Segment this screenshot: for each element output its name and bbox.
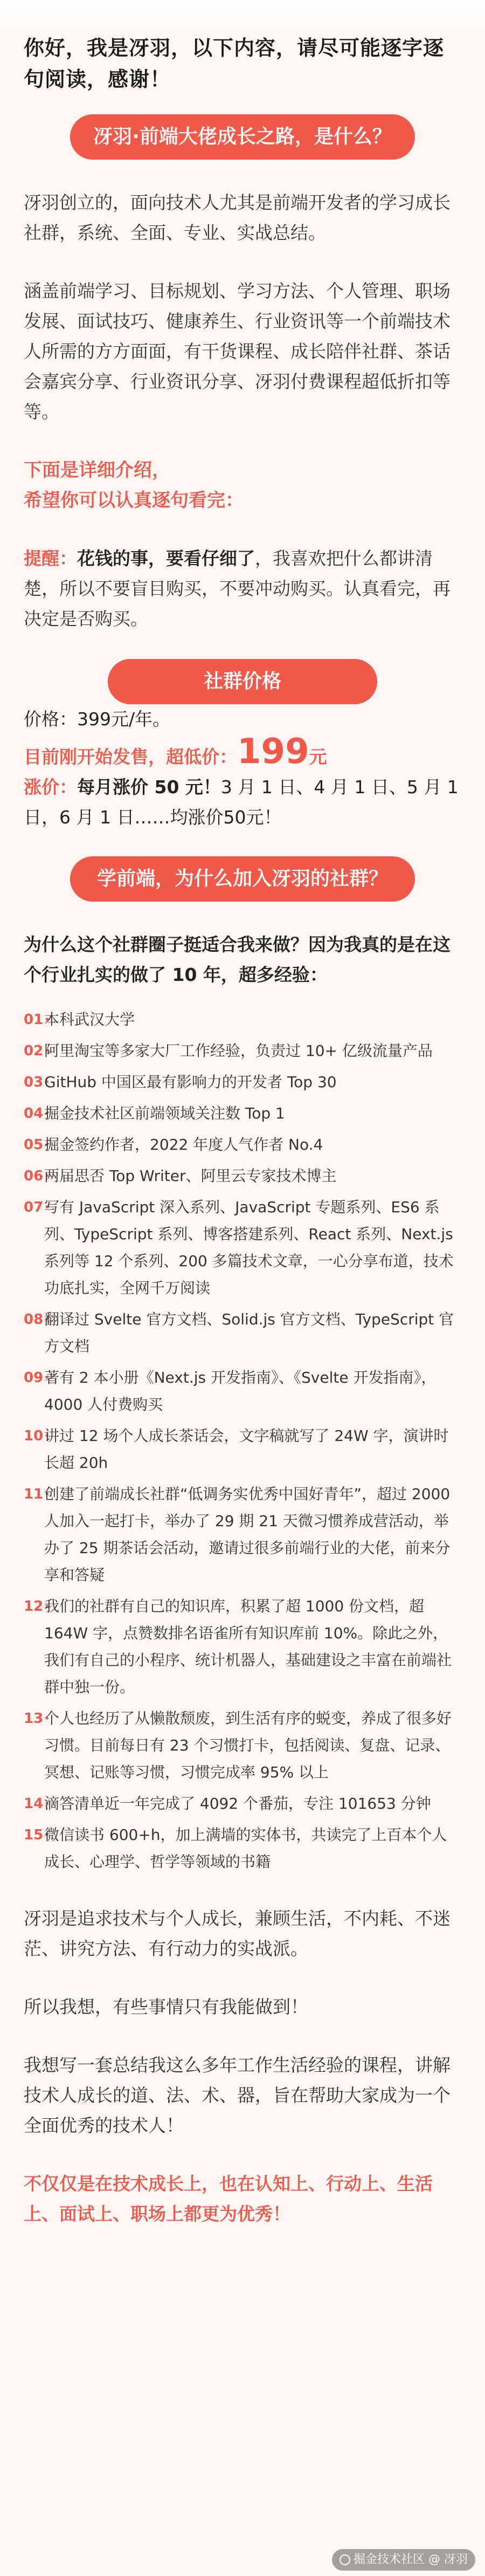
experience-text: 个人也经历了从懒散颓废，到生活有序的蜕变，养成了很多好习惯。目前每日有 23 个习惯打卡，包括阅读、复盘、记录、冥想、记账等习惯，习惯完成率 95% 以上 xyxy=(44,1709,452,1781)
site-watermark xyxy=(332,2549,475,2571)
reminder-label: 提醒： xyxy=(24,548,77,569)
early-bird-price xyxy=(24,734,461,772)
experience-item xyxy=(24,1131,461,1158)
reminder-text: ，我喜欢把什么都讲清楚，所以不要盲目购买，不要冲动购买。认真看完，再决定是否购买。 xyxy=(24,548,451,629)
intro-paragraph-2: 涵盖前端学习、目标规划、学习方法、个人管理、职场发展、面试技巧、健康养生、行业资讯等一个前端技术人所需的方方面面，有干货课程、成长陪伴社群、茶话会嘉宾分享、行业资讯分享、冴羽付费课程超低折扣等等。 xyxy=(24,280,451,422)
intro-text: 你好，我是冴羽，以下内容，请尽可能逐字逐句阅读，感谢！ xyxy=(24,36,445,91)
experience-item xyxy=(24,1306,461,1360)
experience-item xyxy=(24,1790,461,1817)
course-paragraph: 我想写一套总结我这么多年工作生活经验的课程，讲解技术人成长的道、法、术、器，旨在帮助大家成为一个全面优秀的技术人！ xyxy=(24,2055,451,2136)
experience-item xyxy=(24,1481,461,1589)
reminder-bold: 花钱的事，要看仔细了 xyxy=(77,548,255,569)
experience-item xyxy=(24,1194,461,1302)
watermark-text: 掘金技术社区 @ 冴羽 xyxy=(354,2553,468,2566)
experience-number: 09 · xyxy=(24,1364,44,1391)
closing-paragraph: 不仅仅是在技术成长上，也在认知上、行动上、生活上、面试上、职场上都更为优秀！ xyxy=(24,2173,433,2224)
experience-number: 12 · xyxy=(24,1593,44,1620)
experience-item xyxy=(24,1593,461,1701)
experience-text: 本科武汉大学 xyxy=(44,1011,135,1028)
detail-heading-line-2: 希望你可以认真逐句看完： xyxy=(24,490,244,511)
experience-text: 我们的社群有自己的知识库，积累了超 1000 份文档，超 164W 字，点赞数排名语雀所有知识库前 10%。除此之外，我们有自己的小程序、统计机器人，基础建设之丰富在前端社群中独一份。 xyxy=(44,1597,452,1696)
experience-item xyxy=(24,1364,461,1418)
experience-item xyxy=(24,1163,461,1190)
experience-item xyxy=(24,1038,461,1064)
reminder-paragraph xyxy=(24,544,461,634)
experience-text: 滴答清单近一年完成了 4092 个番茄，专注 101653 分钟 xyxy=(44,1795,431,1812)
detail-heading xyxy=(24,455,461,516)
experience-number: 06 · xyxy=(24,1163,44,1190)
experience-text: 翻译过 Svelte 官方文档、Solid.js 官方文档、TypeScript 官方文档 xyxy=(44,1310,454,1355)
experience-lead: 为什么这个社群圈子挺适合我来做？因为我真的是在这个行业扎实的做了 10 年，超多经验： xyxy=(24,934,451,985)
experience-number: 03 · xyxy=(24,1069,44,1096)
experience-item xyxy=(24,1423,461,1476)
experience-number: 14 · xyxy=(24,1790,44,1817)
experience-item xyxy=(24,1822,461,1876)
experience-text: 微信读书 600+h，加上满墙的实体书，共读完了上百本个人成长、心理学、哲学等领域的书籍 xyxy=(44,1826,447,1871)
experience-number: 11 · xyxy=(24,1481,44,1508)
experience-text: 讲过 12 场个人成长茶话会，文字稿就写了 24W 字，演讲时长超 20h xyxy=(44,1427,449,1472)
experience-text: GitHub 中国区最有影响力的开发者 Top 30 xyxy=(44,1073,337,1091)
experience-number: 10 · xyxy=(24,1423,44,1450)
early-bird-label: 目前刚开始发售，超低价： xyxy=(24,746,237,767)
price-increase-bold: 每月涨价 50 元！ xyxy=(77,777,221,798)
section-title-why-join: 学前端，为什么加入冴羽的社群？ xyxy=(70,856,415,902)
juejin-logo-icon xyxy=(340,2554,350,2565)
experience-text: 写有 JavaScript 深入系列、JavaScript 专题系列、ES6 系列、TypeScript 系列、博客搭建系列、React 系列、Next.js 系列等 12 个系列、200 多篇技术文章，一心分享布道，技术功底扎实，全网千万阅读 xyxy=(44,1198,454,1297)
only-i-can-paragraph: 所以我想，有些事情只有我能做到！ xyxy=(24,1996,308,2017)
experience-number: 05 · xyxy=(24,1131,44,1158)
experience-number: 04 · xyxy=(24,1100,44,1127)
summary-paragraph: 冴羽是追求技术与个人成长，兼顾生活，不内耗、不迷茫、讲究方法、有行动力的实战派。 xyxy=(24,1908,451,1959)
experience-text: 著有 2 本小册《Next.js 开发指南》、《Svelte 开发指南》，4000 人付费购买 xyxy=(44,1369,436,1413)
experience-number: 07 · xyxy=(24,1194,44,1221)
experience-item xyxy=(24,1100,461,1127)
detail-heading-line-1: 下面是详细介绍， xyxy=(24,459,170,481)
price-increase xyxy=(24,772,461,833)
experience-text: 阿里淘宝等多家大厂工作经验，负责过 10+ 亿级流量产品 xyxy=(44,1042,433,1060)
experience-number: 15 · xyxy=(24,1822,44,1849)
experience-item xyxy=(24,1705,461,1786)
experience-item xyxy=(24,1006,461,1033)
section-title-what-is: 冴羽·前端大佬成长之路，是什么？ xyxy=(70,114,415,160)
experience-number: 08 · xyxy=(24,1306,44,1333)
experience-item xyxy=(24,1069,461,1096)
regular-price: 价格：399元/年。 xyxy=(24,709,171,730)
price-increase-text: 3 月 1 日、4 月 1 日、5 月 1 日，6 月 1 日……均涨价50元！ xyxy=(24,777,459,828)
early-bird-amount: 199 xyxy=(237,732,309,772)
experience-list xyxy=(24,1006,461,1876)
experience-number: 02 · xyxy=(24,1038,44,1064)
price-increase-label: 涨价： xyxy=(24,777,77,798)
experience-number: 13 · xyxy=(24,1705,44,1732)
experience-text: 掘金技术社区前端领域关注数 Top 1 xyxy=(44,1104,285,1122)
intro-paragraph-1: 冴羽创立的，面向技术人尤其是前端开发者的学习成长社群，系统、全面、专业、实战总结。 xyxy=(24,192,451,243)
section-title-price: 社群价格 xyxy=(108,659,377,704)
experience-text: 两届思否 Top Writer、阿里云专家技术博主 xyxy=(44,1167,337,1185)
early-bird-unit: 元 xyxy=(309,746,327,767)
experience-text: 掘金签约作者，2022 年度人气作者 No.4 xyxy=(44,1136,323,1153)
experience-text: 创建了前端成长社群“低调务实优秀中国好青年”，超过 2000 人加入一起打卡，举办了 29 期 21 天微习惯养成营活动，举办了 25 期茶话会活动，邀请过很多前端行业的大佬，前来分享和答疑 xyxy=(44,1485,451,1584)
experience-number: 01 · xyxy=(24,1006,44,1033)
